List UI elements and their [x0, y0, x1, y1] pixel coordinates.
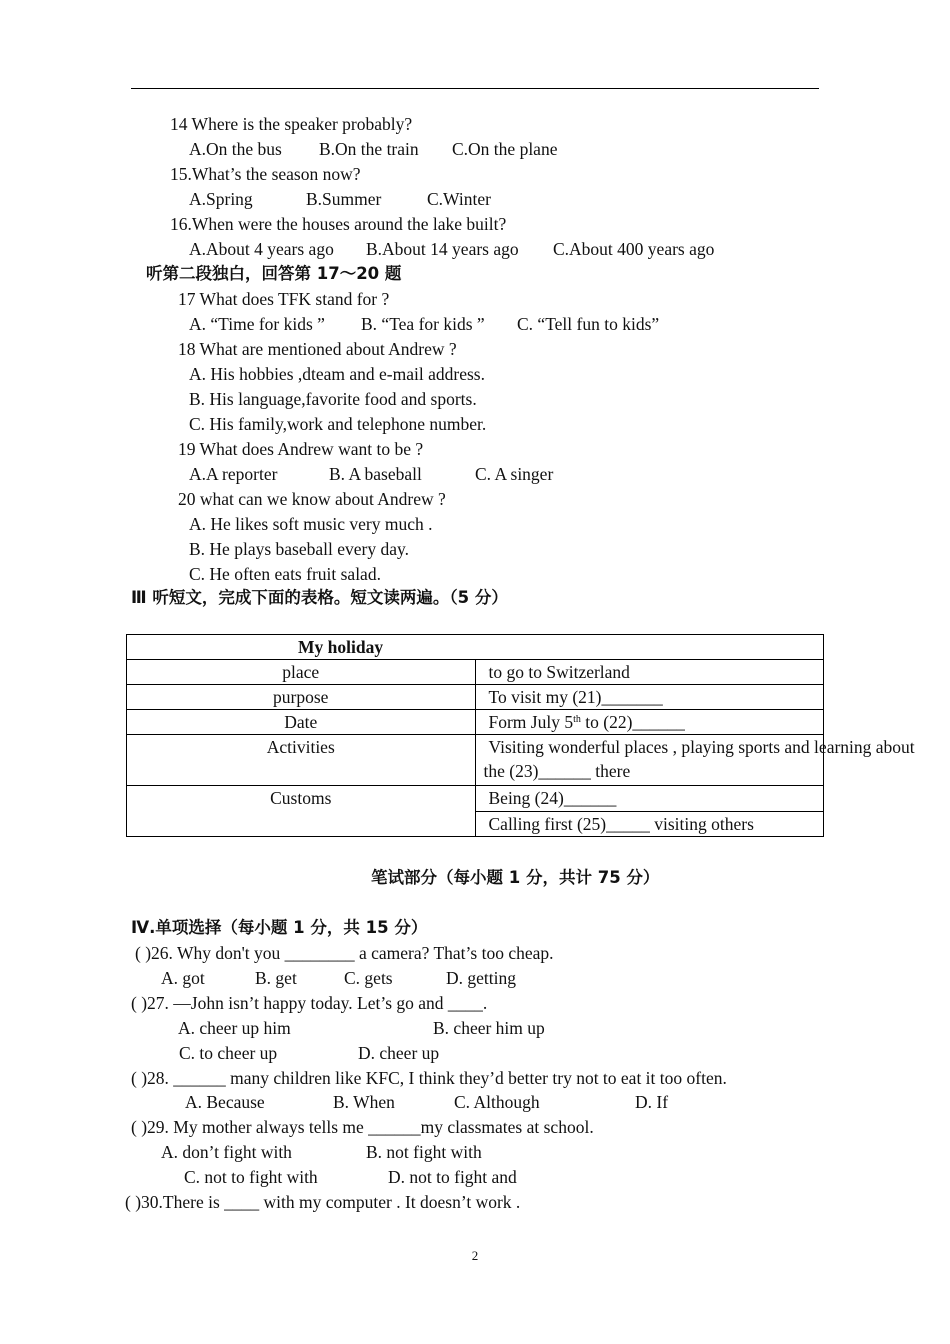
- section-2-title: 听第二段独白，回答第 17～20 题: [146, 264, 402, 283]
- q14-option-c: C.On the plane: [452, 139, 558, 159]
- table-row: [127, 735, 824, 786]
- table-row: [127, 710, 824, 735]
- q26-option-a: A. got: [161, 968, 205, 988]
- q29-option-a: A. don’t fight with: [161, 1142, 292, 1162]
- date-prefix: Form July 5: [488, 712, 574, 732]
- customs-value-1: Being (24)______: [475, 786, 824, 812]
- header-rule: [131, 88, 819, 89]
- q18-option-b: B. His language,favorite food and sports.: [189, 389, 477, 409]
- q28-option-a: A. Because: [185, 1092, 265, 1112]
- q26-option-c: C. gets: [344, 968, 393, 988]
- question-29: ( )29. My mother always tells me ______my classmates at school.: [131, 1117, 594, 1137]
- holiday-table: [126, 634, 915, 837]
- q27-option-c: C. to cheer up: [179, 1043, 278, 1063]
- activities-label: Activities: [127, 735, 476, 786]
- table-heading: My holiday: [127, 635, 824, 660]
- q20-option-b: B. He plays baseball every day.: [189, 539, 409, 559]
- q29-option-c: C. not to fight with: [184, 1167, 318, 1187]
- date-label: Date: [127, 710, 476, 735]
- date-suffix: to (22)______: [580, 712, 685, 732]
- date-superscript: th: [573, 714, 581, 725]
- purpose-value: To visit my (21)_______: [475, 685, 824, 710]
- q26-option-b: B. get: [255, 968, 297, 988]
- q29-option-d: D. not to fight and: [388, 1167, 517, 1187]
- table-row: [127, 635, 824, 660]
- q15-option-b: B.Summer: [306, 189, 382, 209]
- q19-option-b: B. A baseball: [329, 464, 422, 484]
- q27-option-d: D. cheer up: [358, 1043, 440, 1063]
- q29-option-b: B. not fight with: [366, 1142, 482, 1162]
- q28-option-b: B. When: [333, 1092, 395, 1112]
- q20-option-c: C. He often eats fruit salad.: [189, 564, 381, 584]
- activities-value: [475, 735, 915, 786]
- q16-option-c: C.About 400 years ago: [553, 239, 715, 259]
- q19-option-a: A.A reporter: [189, 464, 278, 484]
- table-row: [127, 660, 824, 685]
- activities-line-1: Visiting wonderful places , playing sports and learning about: [488, 737, 915, 757]
- page-number: 2: [471, 1248, 479, 1263]
- question-15: 15.What’s the season now?: [170, 164, 361, 184]
- question-14: 14 Where is the speaker probably?: [170, 114, 413, 134]
- question-28: ( )28. ______ many children like KFC, I think they’d better try not to eat it too often.: [131, 1068, 727, 1088]
- question-27: ( )27. —John isn’t happy today. Let’s go and ____.: [131, 993, 488, 1013]
- q17-option-b: B. “Tea for kids ”: [361, 314, 485, 334]
- q18-option-a: A. His hobbies ,dteam and e-mail address.: [189, 364, 485, 384]
- date-value: [475, 710, 824, 735]
- q17-option-c: C. “Tell fun to kids”: [517, 314, 660, 334]
- place-value: to go to Switzerland: [475, 660, 824, 685]
- question-18: 18 What are mentioned about Andrew ?: [178, 339, 457, 359]
- q15-option-a: A.Spring: [189, 189, 253, 209]
- q28-option-c: C. Although: [454, 1092, 540, 1112]
- customs-label: Customs: [127, 786, 476, 837]
- table-row: [127, 685, 824, 710]
- section-4-title: Ⅳ.单项选择（每小题 1 分，共 15 分）: [131, 918, 428, 937]
- q14-option-b: B.On the train: [319, 139, 419, 159]
- q20-option-a: A. He likes soft music very much .: [189, 514, 433, 534]
- q28-option-d: D. If: [635, 1092, 669, 1112]
- question-17: 17 What does TFK stand for ?: [178, 289, 390, 309]
- purpose-label: purpose: [127, 685, 476, 710]
- q26-option-d: D. getting: [446, 968, 516, 988]
- activities-line-2: the (23)______ there: [483, 761, 631, 781]
- question-26: ( )26. Why don't you ________ a camera? That’s too cheap.: [135, 943, 554, 963]
- q27-option-b: B. cheer him up: [433, 1018, 545, 1038]
- q16-option-b: B.About 14 years ago: [366, 239, 519, 259]
- question-30: ( )30.There is ____ with my computer . It doesn’t work .: [125, 1192, 521, 1212]
- place-label: place: [127, 660, 476, 685]
- q18-option-c: C. His family,work and telephone number.: [189, 414, 487, 434]
- customs-value-2: Calling first (25)_____ visiting others: [475, 811, 824, 837]
- q14-option-a: A.On the bus: [189, 139, 282, 159]
- question-20: 20 what can we know about Andrew ?: [178, 489, 446, 509]
- question-16: 16.When were the houses around the lake built?: [170, 214, 507, 234]
- q19-option-c: C. A singer: [475, 464, 554, 484]
- q16-option-a: A.About 4 years ago: [189, 239, 334, 259]
- q27-option-a: A. cheer up him: [178, 1018, 291, 1038]
- section-3-title: Ⅲ 听短文，完成下面的表格。短文读两遍。（5 分）: [131, 588, 508, 607]
- written-part-title: 笔试部分（每小题 1 分，共计 75 分）: [371, 868, 660, 887]
- table-row: [127, 786, 824, 812]
- question-19: 19 What does Andrew want to be ?: [178, 439, 424, 459]
- q17-option-a: A. “Time for kids ”: [189, 314, 325, 334]
- q15-option-c: C.Winter: [427, 189, 491, 209]
